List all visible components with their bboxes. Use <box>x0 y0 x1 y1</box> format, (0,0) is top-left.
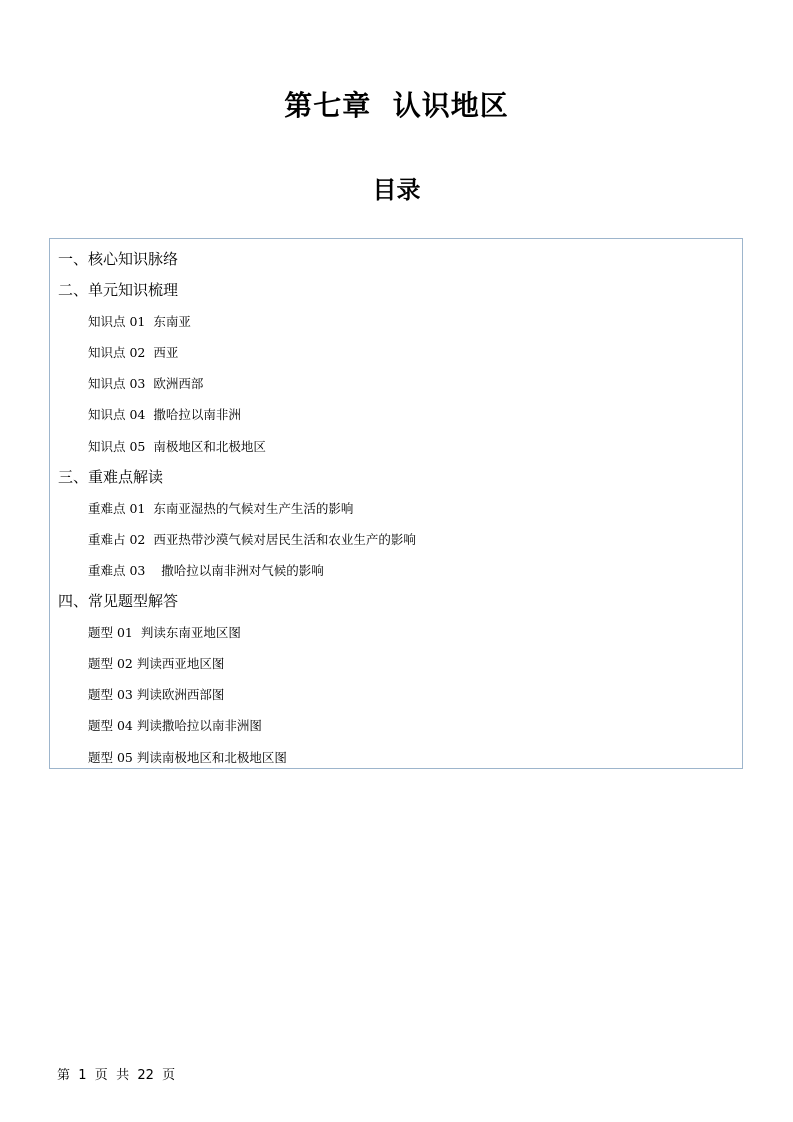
toc-subsection-entry[interactable]: 知识点 05 南极地区和北极地区 <box>88 438 266 454</box>
toc-subsection-entry[interactable]: 题型 03 判读欧洲西部图 <box>88 687 225 703</box>
toc-subsection-entry[interactable]: 知识点 01 东南亚 <box>88 314 191 330</box>
toc-section-entry[interactable]: 四、常见题型解答 <box>58 592 179 611</box>
toc-title: 目录 <box>372 176 421 204</box>
toc-subsection-entry[interactable]: 重难占 02 西亚热带沙漠气候对居民生活和农业生产的影响 <box>88 531 416 547</box>
toc-section-entry[interactable]: 二、单元知识梳理 <box>58 281 179 300</box>
toc-subsection-entry[interactable]: 知识点 02 西亚 <box>88 345 179 361</box>
toc-section-entry[interactable]: 一、核心知识脉络 <box>58 250 179 268</box>
page-footer: 第 1 页 共 22 页 <box>57 1068 176 1083</box>
toc-section-entry[interactable]: 三、重难点解读 <box>58 467 164 486</box>
table-of-contents <box>49 238 743 769</box>
toc-subsection-entry[interactable]: 题型 02 判读西亚地区图 <box>88 656 225 672</box>
toc-list <box>50 244 742 773</box>
toc-subsection-entry[interactable]: 题型 05 判读南极地区和北极地区图 <box>88 749 287 765</box>
toc-subsection-entry[interactable]: 题型 04 判读撒哈拉以南非洲图 <box>88 718 262 734</box>
toc-subsection-entry[interactable]: 重难点 01 东南亚湿热的气候对生产生活的影响 <box>88 500 354 516</box>
chapter-title: 第七章 认识地区 <box>284 89 509 122</box>
toc-subsection-entry[interactable]: 题型 01 判读东南亚地区图 <box>88 625 241 641</box>
toc-subsection-entry[interactable]: 知识点 03 欧洲西部 <box>88 376 204 392</box>
toc-subsection-entry[interactable]: 知识点 04 撒哈拉以南非洲 <box>88 407 241 423</box>
toc-subsection-entry[interactable]: 重难点 03 撒哈拉以南非洲对气候的影响 <box>88 562 324 578</box>
